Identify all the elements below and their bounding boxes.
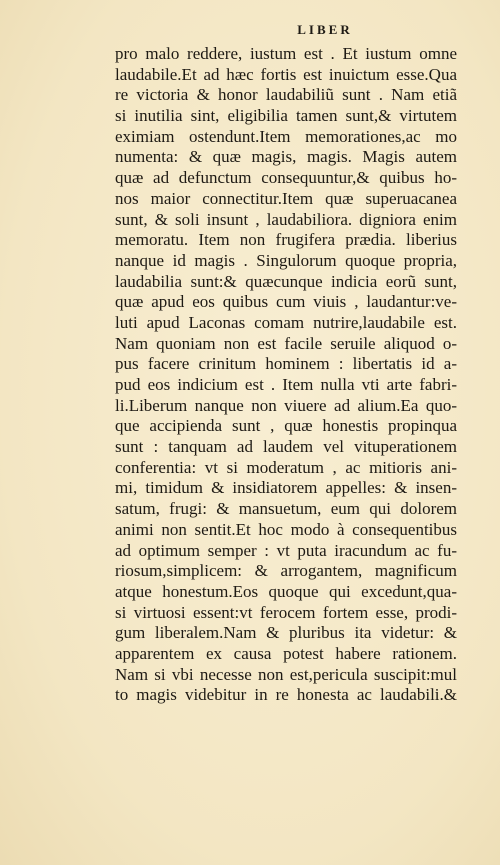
text-line: eximiam ostendunt.Item memorationes,ac mo (115, 126, 457, 146)
text-line: nanque id magis . Singulorum quoque propria, (115, 250, 457, 270)
text-line: re victoria & honor laudabiliũ sunt . Nam etiã (115, 85, 457, 105)
text-line: que accipienda sunt , quæ honestis propinqua (115, 416, 457, 436)
text-line: atque honestum.Eos quoque qui excedunt,qua‑ (115, 581, 457, 601)
text-line: laudabilia sunt:& quæcunque indicia eorũ sunt, (115, 271, 457, 291)
text-line: ad optimum semper : vt puta iracundum ac fu‑ (115, 540, 457, 560)
running-head: LIBER (297, 22, 353, 37)
text-line: conferentia: vt si moderatum , ac mitioris ani‑ (115, 457, 457, 477)
text-line: laudabile.Et ad hæc fortis est inuictum esse.Qua (115, 64, 457, 84)
text-line: quæ ad defunctum consequuntur,& quibus ho‑ (115, 168, 457, 188)
text-line: pus facere crinitum hominem : libertatis id a‑ (115, 354, 457, 374)
text-line: si virtuosi essent:vt ferocem fortem esse, prodi‑ (115, 602, 457, 622)
text-line: quæ apud eos quibus cum viuis , laudantur:ve‑ (115, 292, 457, 312)
text-line: Nam quoniam non est facile seruile aliquod o‑ (115, 333, 457, 353)
text-line: to magis videbitur in re honesta ac laudabili.& (115, 685, 457, 705)
text-line: riosum,simplicem: & arrogantem, magnificum (115, 561, 457, 581)
text-line: Nam si vbi necesse non est,pericula suscipit:mul (115, 664, 457, 684)
text-line: si inutilia sint, eligibilia tamen sunt,& virtutem (115, 106, 457, 126)
text-line: satum, frugi: & mansuetum, eum qui dolorem (115, 499, 457, 519)
text-line: sunt, & soli insunt , laudabiliora. digniora enim (115, 209, 457, 229)
text-line: li.Liberum nanque non viuere ad alium.Ea quo‑ (115, 395, 457, 415)
text-line: luti apud Laconas comam nutrire,laudabile est. (115, 312, 457, 332)
text-line: apparentem ex causa potest habere rationem. (115, 643, 457, 663)
text-line: pro malo reddere, iustum est . Et iustum omne (115, 44, 457, 63)
text-line: mi, timidum & insidiatorem appelles: & insen‑ (115, 478, 457, 498)
text-line: sunt : tanquam ad laudem vel vituperationem (115, 437, 457, 457)
text-block (115, 44, 457, 706)
text-line: numenta: & quæ magis, magis. Magis autem (115, 147, 457, 167)
text-line: animi non sentit.Et hoc modo à consequentibus (115, 519, 457, 539)
text-line: gum liberalem.Nam & pluribus ita videtur: & (115, 623, 457, 643)
text-line: nos maior connectitur.Item quæ superuacanea (115, 188, 457, 208)
text-line: pud eos indicium est . Item nulla vti arte fabri‑ (115, 375, 457, 394)
text-line: memoratu. Item non frugifera prædia. liberius (115, 230, 457, 250)
